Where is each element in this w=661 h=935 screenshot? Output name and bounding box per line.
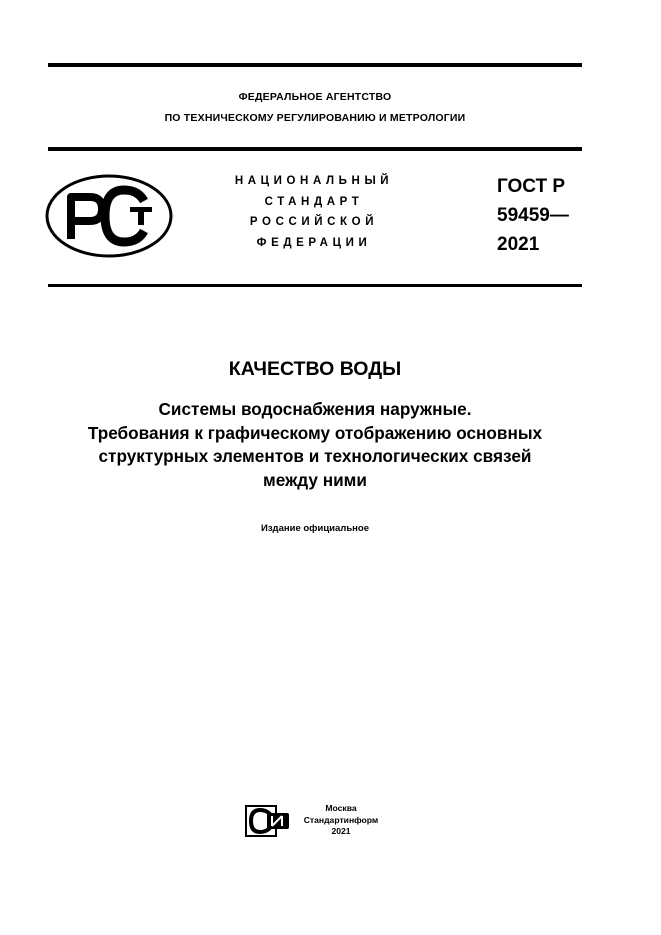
publisher-year: 2021 xyxy=(331,826,351,836)
header-rule xyxy=(48,147,582,151)
designation-line: 59459— xyxy=(497,205,569,226)
subtitle-line: Требования к графическому отображению основных xyxy=(87,422,543,443)
national-standard-label xyxy=(214,171,414,253)
agency-line-2: ПО ТЕХНИЧЕСКОМУ РЕГУЛИРОВАНИЮ И МЕТРОЛОГИИ xyxy=(164,112,466,124)
standard-block-rule xyxy=(48,284,582,287)
designation-line: ГОСТ Р xyxy=(497,176,566,197)
national-line: РОССИЙСКОЙ xyxy=(249,216,379,228)
edition-label: Издание официальное xyxy=(261,523,369,534)
national-line: НАЦИОНАЛЬНЫЙ xyxy=(234,175,394,187)
publisher-city: Москва xyxy=(325,803,357,813)
gost-r-logo-icon xyxy=(44,173,174,259)
top-rule xyxy=(48,63,582,67)
document-subtitle xyxy=(30,398,600,492)
subtitle-line: Системы водоснабжения наружные. xyxy=(158,399,472,419)
subtitle-line: структурных элементов и технологических связей xyxy=(98,446,532,466)
standard-designation xyxy=(497,172,607,259)
agency-line-1: ФЕДЕРАЛЬНОЕ АГЕНТСТВО xyxy=(238,91,392,103)
publisher-imprint xyxy=(296,803,386,838)
national-line: СТАНДАРТ xyxy=(264,195,364,208)
standartinform-logo-icon xyxy=(245,805,291,837)
national-line: ФЕДЕРАЦИИ xyxy=(256,236,372,249)
publisher-name: Стандартинформ xyxy=(303,814,379,825)
document-title: КАЧЕСТВО ВОДЫ xyxy=(228,358,402,380)
subtitle-line: между ними xyxy=(263,469,367,490)
designation-line: 2021 xyxy=(497,234,540,255)
